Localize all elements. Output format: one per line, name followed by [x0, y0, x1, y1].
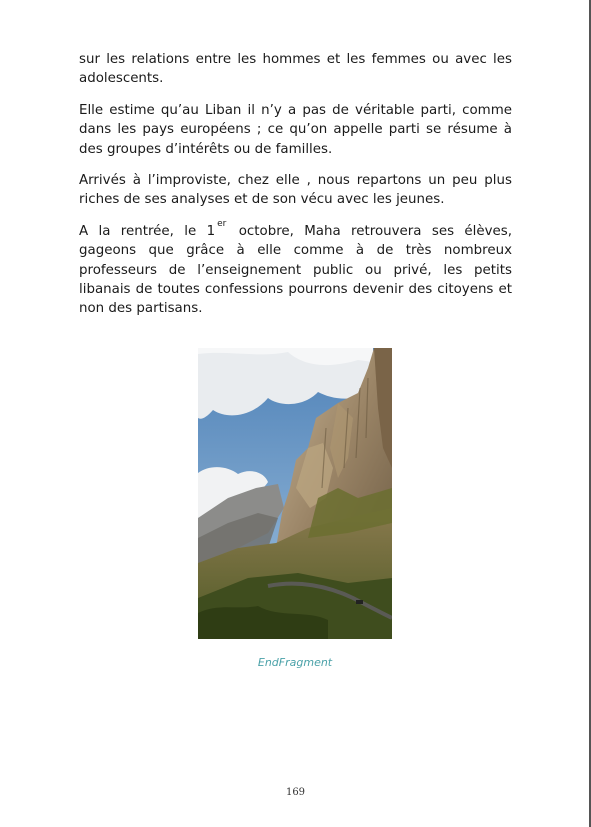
paragraph-4-start: A la rentrée, le 1: [79, 223, 216, 239]
landscape-photo: [198, 348, 392, 639]
page-number: 169: [285, 787, 306, 798]
text-body: [79, 50, 512, 331]
paragraph-2: Elle estime qu’au Liban il n’y a pas de véritable parti, comme dans les pays européens ; ce qu’on appelle parti se résume à des groupes d’intérêts ou de familles.: [79, 102, 512, 157]
ordinal-superscript: er: [217, 218, 227, 229]
paragraph-4: [79, 218, 512, 319]
paragraph-4-end: octobre, Maha retrouvera ses élèves, gageons que grâce à elle comme à de très nombreux professeurs de l’enseignement public ou privé, les petits libanais de toutes confessions pourrons devenir des citoyens et non des partisans.: [79, 223, 512, 317]
paragraph-1: sur les relations entre les hommes et les femmes ou avec les adolescents.: [79, 52, 512, 87]
image-caption: EndFragment: [257, 656, 333, 669]
paragraph-3: Arrivés à l’improviste, chez elle , nous repartons un peu plus riches de ses analyses et de son vécu avec les jeunes.: [79, 173, 512, 208]
